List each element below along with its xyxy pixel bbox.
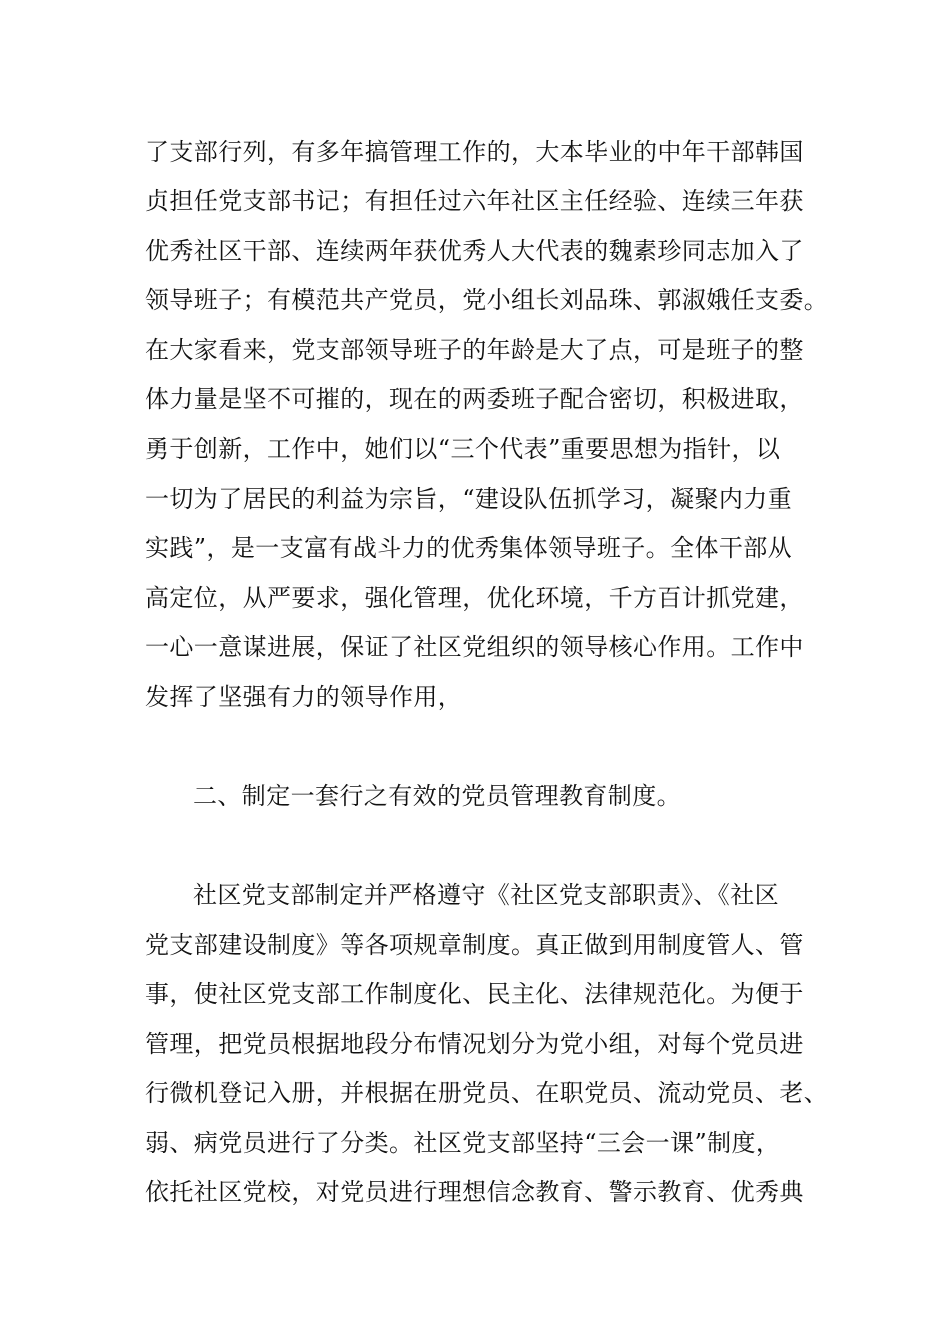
text-line: 党支部建设制度》等各项规章制度。真正做到用制度管人、管 (145, 931, 804, 959)
text-line: 了支部行列，有多年搞管理工作的，大本毕业的中年干部韩国 (145, 138, 804, 166)
text-line: 勇于创新，工作中，她们以“三个代表”重要思想为指针，以 (145, 435, 781, 463)
text-line: 高定位，从严要求，强化管理，优化环境，千方百计抓党建， (145, 584, 804, 612)
text-line: 实践”，是一支富有战斗力的优秀集体领导班子。全体干部从 (145, 534, 793, 562)
text-line: 一切为了居民的利益为宗旨，“建设队伍抓学习，凝聚内力重 (145, 485, 793, 513)
text-line: 贞担任党支部书记；有担任过六年社区主任经验、连续三年获 (145, 187, 804, 215)
text-line: 依托社区党校，对党员进行理想信念教育、警示教育、优秀典 (145, 1178, 804, 1206)
text-line: 行微机登记入册，并根据在册党员、在职党员、流动党员、老、 (145, 1079, 829, 1107)
heading-text: 二、制定一套行之有效的党员管理教育制度。 (193, 782, 681, 810)
text-line: 社区党支部制定并严格遵守《社区党支部职责》、《社区 (193, 881, 779, 909)
text-line: 在大家看来，党支部领导班子的年龄是大了点，可是班子的整 (145, 336, 804, 364)
text-line: 一心一意谋进展，保证了社区党组织的领导核心作用。工作中 (145, 633, 804, 661)
text-line: 弱、病党员进行了分类。社区党支部坚持“三会一课”制度， (145, 1129, 781, 1157)
text-line: 领导班子；有模范共产党员，党小组长刘品珠、郭淑娥任支委。 (145, 286, 829, 314)
text-line: 管理，把党员根据地段分布情况划分为党小组，对每个党员进 (145, 1030, 804, 1058)
text-line: 发挥了坚强有力的领导作用， (145, 683, 463, 711)
text-line: 事，使社区党支部工作制度化、民主化、法律规范化。为便于 (145, 980, 804, 1008)
text-line: 体力量是坚不可摧的，现在的两委班子配合密切，积极进取， (145, 385, 804, 413)
text-line: 优秀社区干部、连续两年获优秀人大代表的魏素珍同志加入了 (145, 237, 804, 265)
